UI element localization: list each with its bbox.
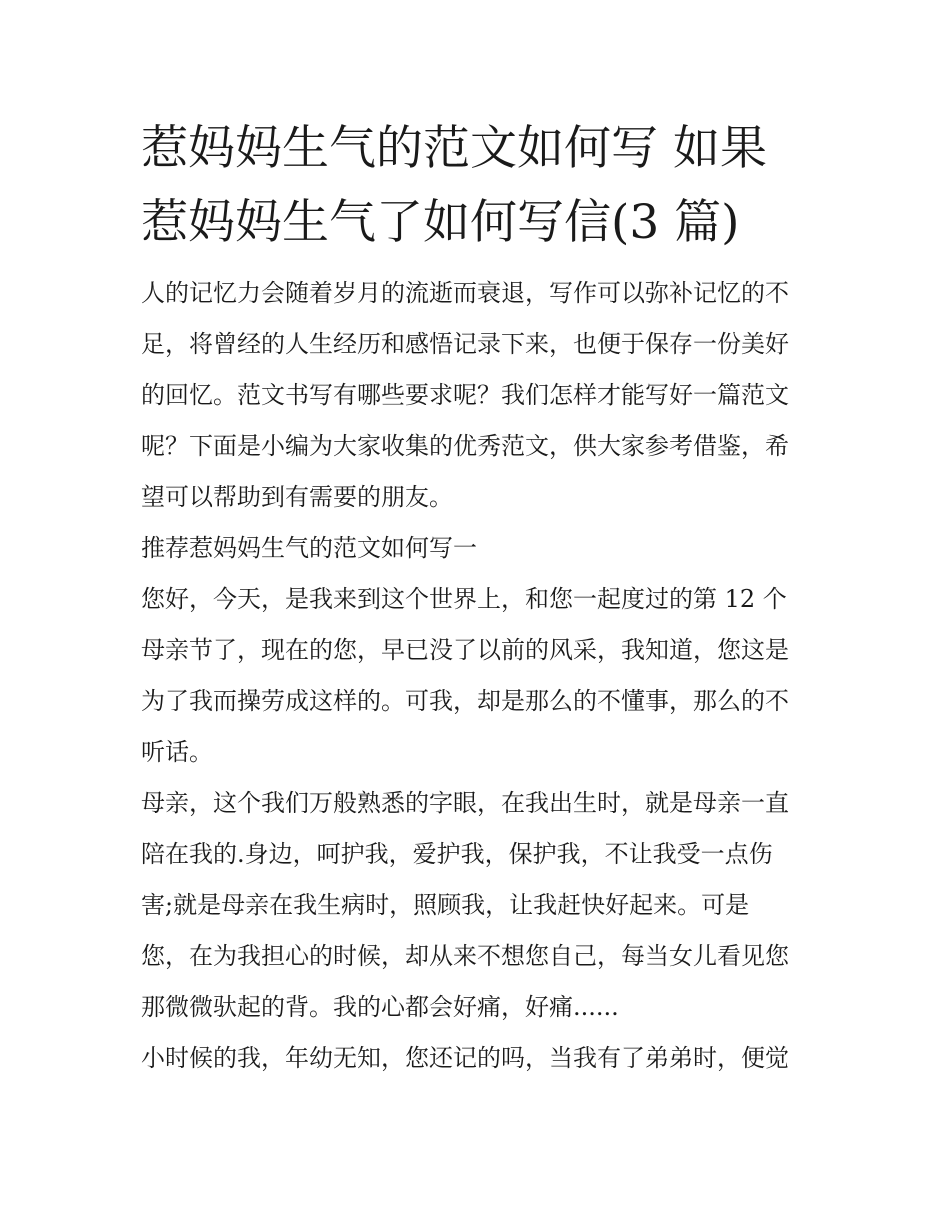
section-heading-text: 推荐惹妈妈生气的范文如何写一 <box>141 534 477 562</box>
text-line: 人的记忆力会随着岁月的流逝而衰退，写作可以弥补记忆的不 <box>141 279 789 307</box>
title-line: 惹妈妈生气的范文如何写 如果 <box>141 121 767 176</box>
body-paragraph-1 <box>141 574 813 778</box>
text-line: 呢？下面是小编为大家收集的优秀范文，供大家参考借鉴，希 <box>141 432 789 460</box>
section-heading <box>141 523 813 574</box>
text-line: 害;就是母亲在我生病时，照顾我，让我赶快好起来。可是 <box>141 891 750 919</box>
text-line: 您，在为我担心的时候，却从来不想您自己，每当女儿看见您 <box>141 942 789 970</box>
body-paragraph-2 <box>141 778 813 1033</box>
text-line: 陪在我的.身边，呵护我，爱护我，保护我，不让我受一点伤 <box>141 840 773 868</box>
text-line: 母亲，这个我们万般熟悉的字眼，在我出生时，就是母亲一直 <box>141 789 789 817</box>
document-content <box>141 112 813 1084</box>
text-line: 为了我而操劳成这样的。可我，却是那么的不懂事，那么的不 <box>141 687 789 715</box>
text-line: 您好，今天，是我来到这个世界上，和您一起度过的第 12 个 <box>141 585 787 613</box>
text-line: 的回忆。范文书写有哪些要求呢？我们怎样才能写好一篇范文 <box>141 381 789 409</box>
text-line: 足，将曾经的人生经历和感悟记录下来，也便于保存一份美好 <box>141 330 789 358</box>
text-line: 母亲节了，现在的您，早已没了以前的风采，我知道，您这是 <box>141 636 789 664</box>
body-paragraph-3 <box>141 1033 813 1084</box>
document-title <box>141 112 813 260</box>
text-line: 那微微驮起的背。我的心都会好痛，好痛...... <box>141 993 619 1021</box>
text-line: 望可以帮助到有需要的朋友。 <box>141 483 453 511</box>
text-line: 小时候的我，年幼无知，您还记的吗，当我有了弟弟时，便觉 <box>141 1044 789 1072</box>
intro-paragraph <box>141 268 813 523</box>
title-line: 惹妈妈生气了如何写信(3 篇) <box>141 195 740 250</box>
text-line: 听话。 <box>141 738 213 766</box>
